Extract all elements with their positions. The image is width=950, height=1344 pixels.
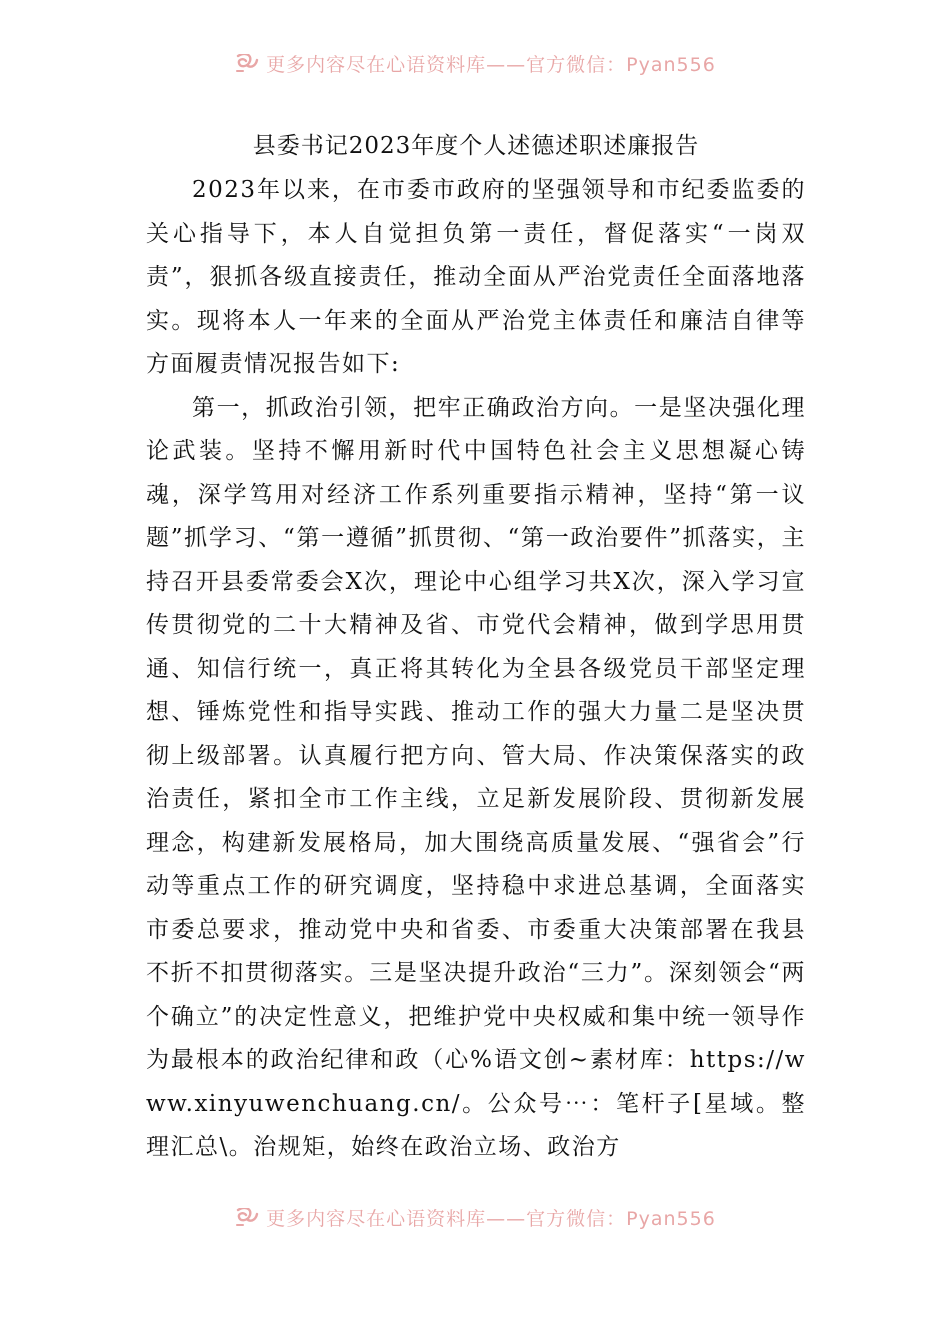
brand-logo-icon xyxy=(234,1208,260,1228)
footer-watermark-banner xyxy=(0,1208,950,1238)
watermark-text: 更多内容尽在心语资料库——官方微信：Pyan556 xyxy=(266,1208,716,1230)
paragraph-section-one: 第一，抓政治引领，把牢正确政治方向。一是坚决强化理论武装。坚持不懈用新时代中国特色社会主义思想凝心铸魂，深学笃用对经济工作系列重要指示精神，坚持“第一议题”抓学习、“第一遵循”抓贯彻、“第一政治要件”抓落实，主持召开县委常委会X次，理论中心组学习共X次，深入学习宣传贯彻党的二十大精神及省、市党代会精神，做到学思用贯通、知信行统一，真正将其转化为全县各级党员干部坚定理想、锤炼党性和指导实践、推动工作的强大力量二是坚决贯彻上级部署。认真履行把方向、管大局、作决策保落实的政治责任，紧扣全市工作主线，立足新发展阶段、贯彻新发展理念，构建新发展格局，加大围绕高质量发展、“强省会”行动等重点工作的研究调度，坚持稳中求进总基调，全面落实市委总要求，推动党中央和省委、市委重大决策部署在我县不折不扣贯彻落实。三是坚决提升政治“三力”。深刻领会“两个确立”的决定性意义，把维护党中央权威和集中统一领导作为最根本的政治纪律和政（心%语文创~素材库：https://www.xinyuwenchuang.cn/。公众号⋯：笔杆子[星域。整理汇总\。治规矩，始终在政治立场、政治方 xyxy=(146,394,806,1160)
document-title: 县委书记2023年度个人述德述职述廉报告 xyxy=(252,133,700,159)
watermark-text: 更多内容尽在心语资料库——官方微信：Pyan556 xyxy=(266,54,716,76)
header-watermark-banner xyxy=(0,54,950,84)
paragraph-intro: 2023年以来，在市委市政府的坚强领导和市纪委监委的关心指导下，本人自觉担负第一责任，督促落实“一岗双责”，狠抓各级直接责任，推动全面从严治党责任全面落地落实。现将本人一年来的全面从严治党主体责任和廉洁自律等方面履责情况报告如下: xyxy=(146,177,806,377)
document-body xyxy=(146,126,806,1170)
brand-logo-icon xyxy=(234,54,260,74)
